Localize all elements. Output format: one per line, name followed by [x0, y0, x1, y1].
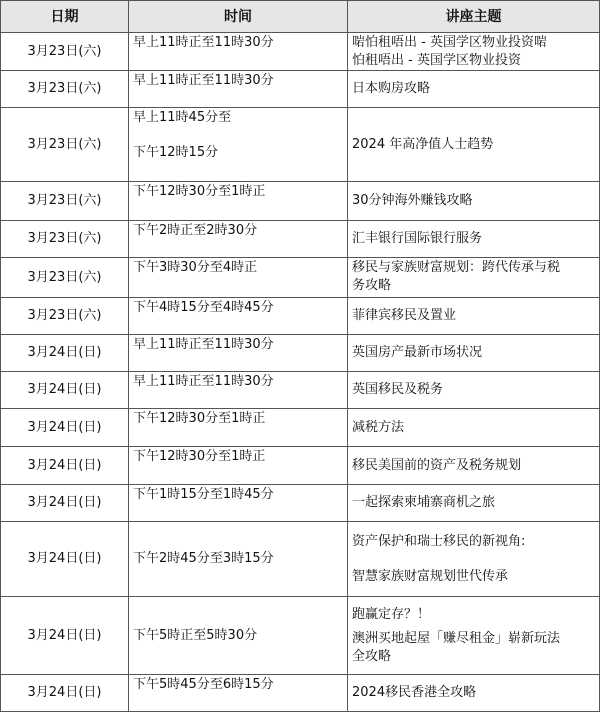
topic-cell	[348, 33, 600, 71]
date-cell: 3月24日(日)	[1, 675, 129, 712]
date-cell: 3月23日(六)	[1, 108, 129, 182]
topic-text: 汇丰银行国际银行服务	[352, 231, 483, 246]
time-cell	[129, 447, 348, 485]
time-text: 早上11時正至11時30分	[133, 337, 274, 352]
table-row	[1, 221, 600, 258]
table-row	[1, 597, 600, 675]
time-text: 下午5時45分至6時15分	[133, 677, 274, 692]
time-cell	[129, 298, 348, 335]
topic-text: 智慧家族财富规划世代传承	[352, 568, 509, 584]
topic-cell	[348, 71, 600, 108]
table-row	[1, 447, 600, 485]
table-row	[1, 33, 600, 71]
time-text: 下午2時45分至3時15分	[133, 551, 274, 566]
topic-cell	[348, 182, 600, 221]
time-text: 早上11時正至11時30分	[133, 35, 274, 50]
time-text: 下午12時30分至1時正	[133, 184, 266, 199]
time-cell	[129, 372, 348, 409]
topic-text: 30分钟海外赚钱攻略	[352, 193, 473, 208]
time-cell	[129, 409, 348, 447]
table-row	[1, 298, 600, 335]
time-text: 早上11時正至11時30分	[133, 374, 274, 389]
time-text: 下午2時正至2時30分	[133, 223, 258, 238]
time-cell	[129, 485, 348, 522]
date-cell: 3月23日(六)	[1, 71, 129, 108]
table-row	[1, 335, 600, 372]
time-cell	[129, 71, 348, 108]
topic-cell	[348, 108, 600, 182]
time-cell	[129, 182, 348, 221]
time-text: 下午12時30分至1時正	[133, 449, 266, 464]
topic-text: 一起探索柬埔寨商机之旅	[352, 495, 496, 510]
topic-cell	[348, 522, 600, 597]
topic-text: 英国房产最新市场状况	[352, 345, 483, 360]
topic-text: 英国移民及税务	[352, 382, 444, 397]
topic-text: 2024移民香港全攻略	[352, 685, 477, 700]
time-text: 下午12時15分	[133, 145, 219, 160]
topic-text: 资产保护和瑞士移民的新视角:	[352, 533, 526, 549]
table-row	[1, 182, 600, 221]
topic-cell	[348, 335, 600, 372]
table-row	[1, 108, 600, 182]
topic-text: 日本购房攻略	[352, 81, 431, 96]
topic-text: 跑赢定存？！	[352, 606, 431, 622]
topic-text: 减税方法	[352, 419, 405, 435]
topic-cell	[348, 372, 600, 409]
topic-cell	[348, 298, 600, 335]
date-cell: 3月23日(六)	[1, 298, 129, 335]
topic-text: 怕租唔出 - 英国学区物业投资	[352, 52, 521, 68]
topic-text: 啱怕租唔出 - 英国学区物业投资啱	[352, 34, 547, 50]
header-time: 时间	[129, 1, 348, 33]
date-cell: 3月23日(六)	[1, 221, 129, 258]
table-row	[1, 675, 600, 712]
date-cell: 3月24日(日)	[1, 335, 129, 372]
header-date: 日期	[1, 1, 129, 33]
topic-cell	[348, 485, 600, 522]
topic-cell	[348, 675, 600, 712]
topic-text: 澳洲买地起屋「赚尽租金」崭新玩法	[352, 630, 561, 646]
date-cell: 3月24日(日)	[1, 447, 129, 485]
table-row	[1, 258, 600, 298]
date-cell: 3月24日(日)	[1, 372, 129, 409]
time-text: 下午5時正至5時30分	[133, 627, 258, 643]
time-cell	[129, 335, 348, 372]
topic-cell	[348, 221, 600, 258]
time-text: 下午3時30分至4時正	[133, 260, 258, 275]
topic-text: 移民与家族财富规划：跨代传承与税	[352, 260, 561, 275]
date-cell: 3月23日(六)	[1, 258, 129, 298]
time-cell	[129, 108, 348, 182]
time-cell	[129, 221, 348, 258]
date-cell: 3月24日(日)	[1, 522, 129, 597]
date-cell: 3月24日(日)	[1, 597, 129, 675]
date-cell: 3月24日(日)	[1, 485, 129, 522]
topic-text: 2024 年高净值人士趋势	[352, 136, 494, 152]
topic-cell	[348, 447, 600, 485]
time-cell	[129, 597, 348, 675]
topic-text: 全攻略	[352, 648, 392, 664]
table-row	[1, 71, 600, 108]
time-text: 下午4時15分至4時45分	[133, 300, 274, 315]
table-row	[1, 409, 600, 447]
time-text: 下午1時15分至1時45分	[133, 487, 274, 502]
time-cell	[129, 675, 348, 712]
topic-cell	[348, 409, 600, 447]
date-cell: 3月24日(日)	[1, 409, 129, 447]
topic-cell	[348, 597, 600, 675]
time-cell	[129, 258, 348, 298]
time-text: 下午12時30分至1時正	[133, 411, 266, 426]
table-row	[1, 485, 600, 522]
date-cell: 3月23日(六)	[1, 182, 129, 221]
header-row	[1, 1, 600, 33]
table-row	[1, 372, 600, 409]
topic-text: 务攻略	[352, 278, 392, 293]
topic-cell	[348, 258, 600, 298]
time-text: 早上11時正至11時30分	[133, 73, 274, 88]
table-row	[1, 522, 600, 597]
topic-text: 菲律宾移民及置业	[352, 308, 457, 323]
topic-text: 移民美国前的资产及税务规划	[352, 457, 522, 473]
header-topic: 讲座主题	[348, 1, 600, 33]
date-cell: 3月23日(六)	[1, 33, 129, 71]
time-text: 早上11時45分至	[133, 110, 232, 125]
time-cell	[129, 33, 348, 71]
time-cell	[129, 522, 348, 597]
